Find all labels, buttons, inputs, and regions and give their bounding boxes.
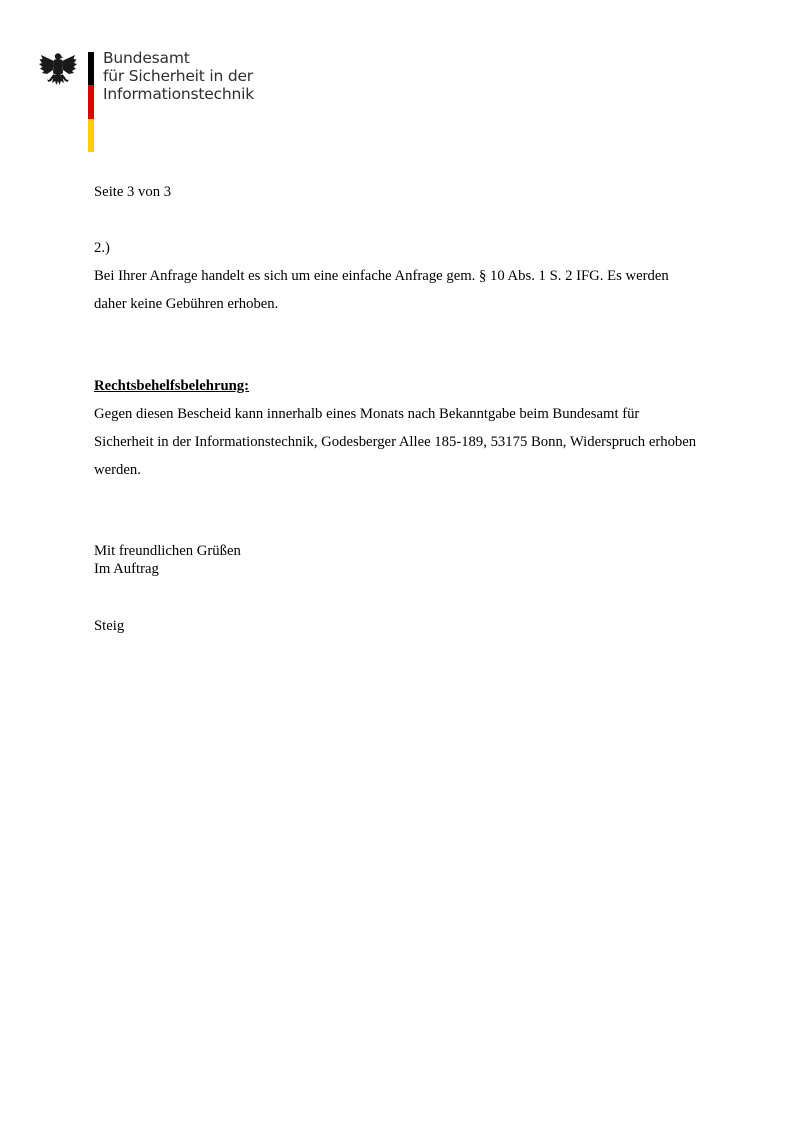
federal-eagle-icon	[38, 50, 78, 90]
page-number: Seite 3 von 3	[94, 184, 172, 200]
closing-line: Im Auftrag	[94, 561, 159, 577]
flag-stripe-black	[88, 52, 94, 85]
paragraph-line: Bei Ihrer Anfrage handelt es sich um eine einfache Anfrage gem. § 10 Abs. 1 S. 2 IFG. Es werden	[94, 268, 669, 284]
legal-remedy-heading: Rechtsbehelfsbelehrung:	[94, 378, 250, 394]
fee-paragraph	[94, 262, 669, 318]
section-number: 2.)	[94, 240, 110, 256]
flag-stripe-gold	[88, 119, 94, 152]
agency-name-line: Bundesamt	[103, 49, 190, 67]
legal-remedy-paragraph	[94, 400, 696, 484]
flag-stripe-red	[88, 85, 94, 118]
closing	[94, 542, 241, 578]
paragraph-line: Sicherheit in der Informationstechnik, Godesberger Allee 185-189, 53175 Bonn, Widerspruch erhoben	[94, 434, 697, 450]
paragraph-line: werden.	[94, 462, 141, 478]
agency-name-line: für Sicherheit in der	[103, 67, 253, 85]
closing-line: Mit freundlichen Grüßen	[94, 543, 241, 559]
letterhead	[38, 48, 298, 156]
agency-name	[103, 49, 254, 103]
agency-name-line: Informationstechnik	[103, 85, 255, 103]
paragraph-line: Gegen diesen Bescheid kann innerhalb eines Monats nach Bekanntgabe beim Bundesamt für	[94, 406, 640, 422]
paragraph-line: daher keine Gebühren erhoben.	[94, 296, 279, 312]
german-flag-bar	[88, 52, 94, 152]
signature-name: Steig	[94, 618, 125, 634]
